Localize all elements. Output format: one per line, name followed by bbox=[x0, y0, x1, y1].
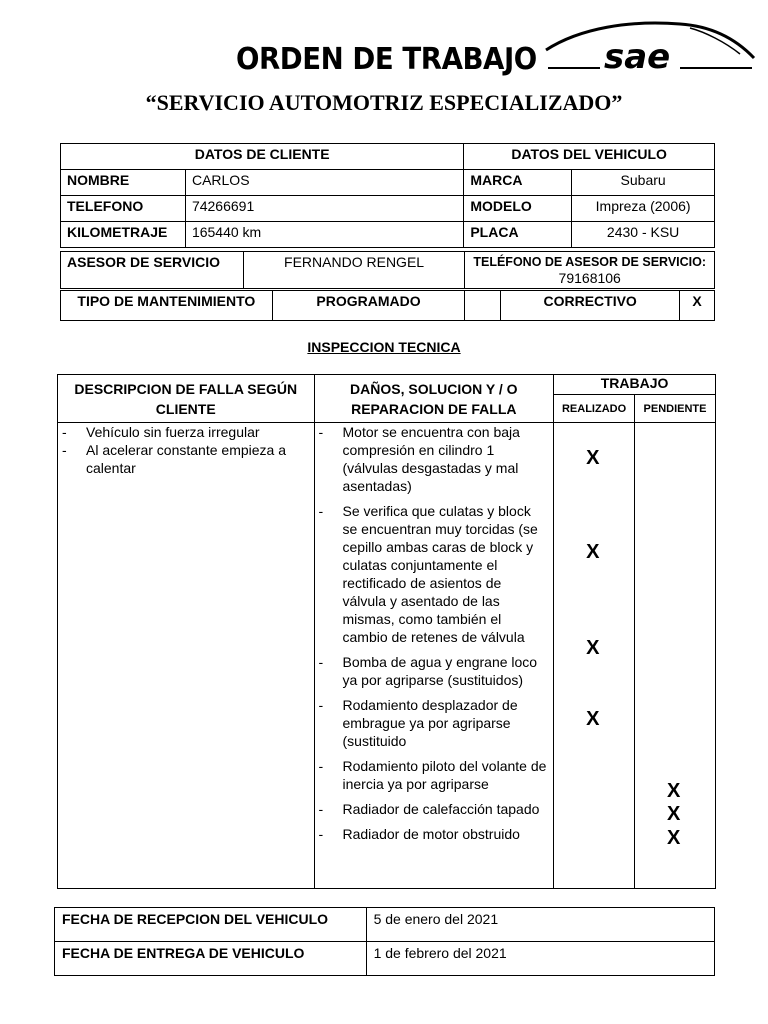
delivery-label: FECHA DE ENTREGA DE VEHICULO bbox=[55, 942, 367, 976]
reception-label: FECHA DE RECEPCION DEL VEHICULO bbox=[55, 908, 367, 942]
client-fault-item: - Vehículo sin fuerza irregular bbox=[58, 423, 308, 441]
col-done-header: REALIZADO bbox=[554, 395, 635, 423]
vehicle-section-label: DATOS DEL VEHICULO bbox=[464, 144, 715, 170]
pending-mark: X bbox=[667, 803, 681, 825]
inspection-table bbox=[57, 374, 716, 889]
done-mark: X bbox=[586, 447, 600, 469]
corrective-checkbox: X bbox=[680, 291, 715, 321]
done-mark: X bbox=[586, 541, 600, 563]
sae-car-logo bbox=[540, 18, 760, 78]
repair-item: - Radiador de calefacción tapado bbox=[315, 800, 548, 818]
client-fault-item: - Al acelerar constante empieza a calentar bbox=[58, 441, 308, 477]
repair-item: - Bomba de agua y engrane loco ya por agriparse (sustituidos) bbox=[315, 653, 548, 689]
inspection-title: INSPECCION TECNICA bbox=[307, 339, 461, 355]
name-label: NOMBRE bbox=[61, 170, 186, 196]
advisor-phone-cell bbox=[465, 252, 715, 289]
col-pending-header: PENDIENTE bbox=[635, 395, 716, 423]
col-damages-header: DAÑOS, SOLUCION Y / O REPARACION DE FALLA bbox=[314, 375, 554, 423]
programmed-checkbox bbox=[465, 291, 501, 321]
client-vehicle-table bbox=[60, 143, 715, 248]
brand-value: Subaru bbox=[572, 170, 715, 196]
done-mark: X bbox=[586, 637, 600, 659]
col-work-header: TRABAJO bbox=[554, 375, 716, 395]
advisor-table bbox=[60, 251, 715, 289]
pending-mark: X bbox=[667, 780, 681, 802]
advisor-phone: 79168106 bbox=[558, 270, 621, 286]
km-label: KILOMETRAJE bbox=[61, 222, 186, 248]
brand-label: MARCA bbox=[464, 170, 572, 196]
delivery-date: 1 de febrero del 2021 bbox=[366, 942, 714, 976]
name-value: CARLOS bbox=[185, 170, 463, 196]
plate-label: PLACA bbox=[464, 222, 572, 248]
phone-value: 74266691 bbox=[185, 196, 463, 222]
repairs-cell bbox=[314, 423, 554, 889]
advisor-name: FERNANDO RENGEL bbox=[243, 252, 465, 289]
done-mark: X bbox=[586, 708, 600, 730]
programmed-label: PROGRAMADO bbox=[272, 291, 465, 321]
plate-value: 2430 - KSU bbox=[572, 222, 715, 248]
reception-date: 5 de enero del 2021 bbox=[366, 908, 714, 942]
pending-cell bbox=[635, 423, 716, 889]
advisor-phone-label: TELÉFONO DE ASESOR DE SERVICIO: bbox=[473, 255, 707, 269]
repair-item: - Se verifica que culatas y block se encuentran muy torcidas (se cepillo ambas caras de block y culatas conjuntamente el rectificado de asientos de válvula y asentado de las mismas, como también el cambio de retenes de válvula bbox=[315, 502, 548, 646]
document-subtitle: “SERVICIO AUTOMOTRIZ ESPECIALIZADO” bbox=[145, 90, 623, 115]
document-title: ORDEN DE TRABAJO bbox=[236, 42, 537, 77]
advisor-label: ASESOR DE SERVICIO bbox=[61, 252, 244, 289]
maintenance-label: TIPO DE MANTENIMIENTO bbox=[61, 291, 273, 321]
done-cell bbox=[554, 423, 635, 889]
km-value: 165440 km bbox=[185, 222, 463, 248]
model-label: MODELO bbox=[464, 196, 572, 222]
corrective-label: CORRECTIVO bbox=[501, 291, 680, 321]
pending-mark: X bbox=[667, 827, 681, 849]
client-section-label: DATOS DE CLIENTE bbox=[61, 144, 464, 170]
maintenance-table bbox=[60, 290, 715, 321]
model-value: Impreza (2006) bbox=[572, 196, 715, 222]
repair-item: - Radiador de motor obstruido bbox=[315, 825, 548, 843]
logo-text: sae bbox=[604, 37, 671, 77]
phone-label: TELEFONO bbox=[61, 196, 186, 222]
repair-item: - Rodamiento piloto del volante de inercia ya por agriparse bbox=[315, 757, 548, 793]
col-description-header: DESCRIPCION DE FALLA SEGÚN CLIENTE bbox=[58, 375, 315, 423]
dates-table bbox=[54, 907, 715, 976]
repair-item: - Rodamiento desplazador de embrague ya por agriparse (sustituido bbox=[315, 696, 548, 750]
client-faults-cell bbox=[58, 423, 315, 889]
repair-item: - Motor se encuentra con baja compresión en cilindro 1 (válvulas desgastadas y mal asentadas) bbox=[315, 423, 548, 495]
